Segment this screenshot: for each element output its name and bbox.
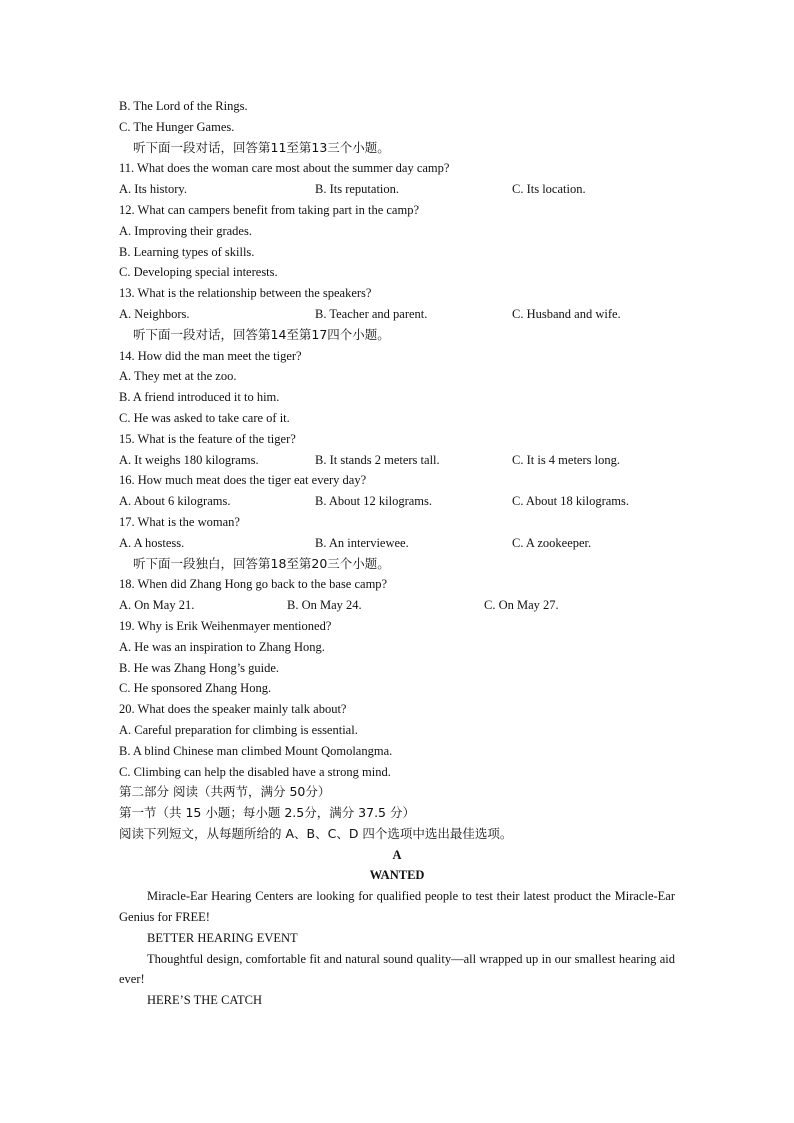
options-15 xyxy=(119,450,675,471)
section-title: 第一节（共 15 小题；每小题 2.5分，满分 37.5 分） xyxy=(119,805,415,821)
option-a: A. A hostess. xyxy=(119,535,185,550)
section-instruction: 听下面一段对话，回答第14至第17四个小题。 xyxy=(133,326,390,342)
question-19: 19. Why is Erik Weihenmayer mentioned? xyxy=(119,618,332,633)
option-a: A. They met at the zoo. xyxy=(119,369,237,384)
option-line: B. The Lord of the Rings. xyxy=(119,99,248,113)
question-14: 14. How did the man meet the tiger? xyxy=(119,348,302,363)
option-a: A. Its history. xyxy=(119,182,187,197)
option-b: B. Teacher and parent. xyxy=(315,306,428,321)
options-11 xyxy=(119,179,675,200)
question-12: 12. What can campers benefit from taking part in the camp? xyxy=(119,202,419,217)
reading-instruction: 阅读下列短文，从每题所给的 A、B、C、D 四个选项中选出最佳选项。 xyxy=(119,825,513,841)
passage-paragraph: Thoughtful design, comfortable fit and natural sound quality—all wrapped up in our smallest hearing aid ever! xyxy=(119,951,675,987)
option-a: A. He was an inspiration to Zhang Hong. xyxy=(119,639,325,654)
options-16 xyxy=(119,491,675,512)
options-18 xyxy=(119,595,675,616)
option-c: C. Husband and wife. xyxy=(512,306,621,321)
passage-subheading: HERE’S THE CATCH xyxy=(147,993,263,1008)
passage-letter: A xyxy=(392,847,402,862)
question-11: 11. What does the woman care most about the summer day camp? xyxy=(119,161,450,176)
option-b: B. He was Zhang Hong’s guide. xyxy=(119,660,280,675)
passage-paragraph: Miracle-Ear Hearing Centers are looking for qualified people to test their latest product the Miracle-Ear Genius for FREE! xyxy=(119,889,675,925)
option-b: B. Learning types of skills. xyxy=(119,244,255,259)
section-instruction: 听下面一段对话，回答第11至第13三个小题。 xyxy=(133,139,390,155)
question-16: 16. How much meat does the tiger eat every day? xyxy=(119,473,367,488)
option-c: C. About 18 kilograms. xyxy=(512,494,630,509)
option-b: B. A blind Chinese man climbed Mount Qomolangma. xyxy=(119,743,393,758)
option-a: A. Neighbors. xyxy=(119,306,190,321)
option-c: C. On May 27. xyxy=(484,598,559,613)
option-c: C. He sponsored Zhang Hong. xyxy=(119,681,272,696)
option-c: C. It is 4 meters long. xyxy=(512,452,620,467)
option-c: C. Climbing can help the disabled have a strong mind. xyxy=(119,764,391,779)
options-17 xyxy=(119,533,675,554)
option-b: B. On May 24. xyxy=(287,598,362,613)
option-c: C. A zookeeper. xyxy=(512,535,592,550)
option-b: B. Its reputation. xyxy=(315,182,400,197)
part-title: 第二部分 阅读（共两节，满分 50分） xyxy=(119,784,331,800)
option-c: C. Its location. xyxy=(512,182,586,197)
option-a: A. On May 21. xyxy=(119,598,195,613)
question-20: 20. What does the speaker mainly talk about? xyxy=(119,702,347,717)
passage-title: WANTED xyxy=(369,868,425,883)
option-b: B. An interviewee. xyxy=(315,535,409,550)
question-13: 13. What is the relationship between the speakers? xyxy=(119,286,372,301)
question-17: 17. What is the woman? xyxy=(119,514,240,529)
option-b: B. A friend introduced it to him. xyxy=(119,390,280,405)
option-a: A. About 6 kilograms. xyxy=(119,494,231,509)
options-13 xyxy=(119,304,675,325)
option-a: A. Careful preparation for climbing is essential. xyxy=(119,722,358,737)
question-15: 15. What is the feature of the tiger? xyxy=(119,431,296,446)
question-18: 18. When did Zhang Hong go back to the base camp? xyxy=(119,577,388,592)
option-a: A. It weighs 180 kilograms. xyxy=(119,452,259,467)
option-b: B. It stands 2 meters tall. xyxy=(315,452,440,467)
passage-subheading: BETTER HEARING EVENT xyxy=(147,930,298,945)
option-a: A. Improving their grades. xyxy=(119,223,252,238)
section-instruction: 听下面一段独白，回答第18至第20三个小题。 xyxy=(133,555,390,571)
option-c: C. He was asked to take care of it. xyxy=(119,410,290,425)
option-c: C. Developing special interests. xyxy=(119,265,278,280)
option-b: B. About 12 kilograms. xyxy=(315,494,433,509)
exam-page xyxy=(119,96,675,1011)
option-line: C. The Hunger Games. xyxy=(119,119,235,134)
